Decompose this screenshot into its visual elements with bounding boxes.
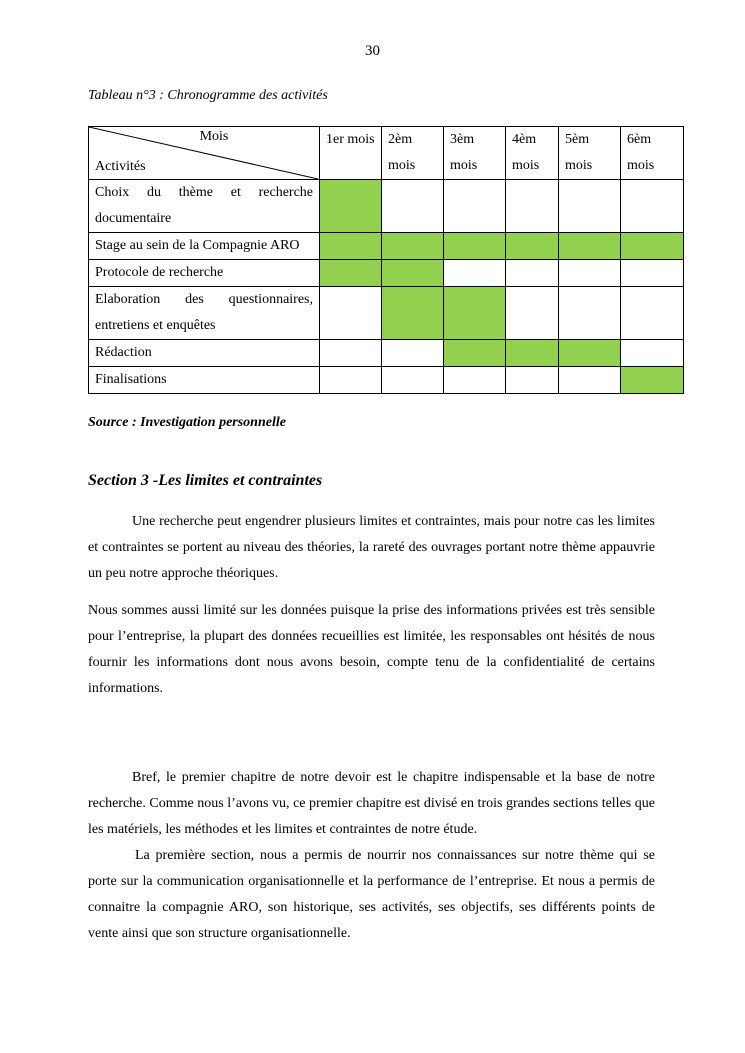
table-header-row — [89, 127, 684, 180]
schedule-cell-empty — [559, 180, 621, 233]
schedule-cell-empty — [559, 287, 621, 340]
schedule-cell-filled — [559, 233, 621, 260]
schedule-cell-empty — [621, 340, 684, 367]
table-source: Source : Investigation personnelle — [88, 415, 286, 430]
table-corner-cell — [89, 127, 320, 180]
activity-cell: Elaboration des questionnaires, entretiens et enquêtes — [89, 287, 320, 340]
activity-cell: Stage au sein de la Compagnie ARO — [89, 233, 320, 260]
paragraph: Nous sommes aussi limité sur les données puisque la prise des informations privées est très sensible pour l’entreprise, la plupart des données recueillies est limitée, les responsables ont hésités de nous fournir les informations dont nous avons besoin, compte tenu de la confidentialité de certains informations. — [88, 603, 655, 696]
table-row — [89, 233, 684, 260]
activity-cell: Choix du thème et recherche documentaire — [89, 180, 320, 233]
schedule-cell-empty — [559, 367, 621, 394]
table-row — [89, 180, 684, 233]
chronogram-table — [88, 126, 684, 394]
schedule-cell-empty — [506, 367, 559, 394]
schedule-cell-filled — [320, 180, 382, 233]
month-header: 1er mois — [320, 127, 382, 180]
schedule-cell-empty — [506, 260, 559, 287]
schedule-cell-filled — [382, 233, 444, 260]
table-row — [89, 260, 684, 287]
schedule-cell-filled — [320, 260, 382, 287]
schedule-cell-filled — [506, 340, 559, 367]
schedule-cell-empty — [506, 287, 559, 340]
schedule-cell-empty — [621, 260, 684, 287]
month-header: 4èm mois — [506, 127, 559, 180]
schedule-cell-empty — [320, 340, 382, 367]
schedule-cell-filled — [621, 367, 684, 394]
schedule-cell-filled — [382, 287, 444, 340]
paragraph: Une recherche peut engendrer plusieurs limites et contraintes, mais pour notre cas les limites et contraintes se portent au niveau des théories, la rareté des ouvrages portant notre thème appauvrie un peu notre approche théoriques. — [88, 514, 655, 581]
month-header: 5èm mois — [559, 127, 621, 180]
page-number: 30 — [365, 43, 380, 59]
activity-cell: Protocole de recherche — [89, 260, 320, 287]
schedule-cell-filled — [444, 233, 506, 260]
month-header: 3èm mois — [444, 127, 506, 180]
table-row — [89, 287, 684, 340]
schedule-cell-filled — [444, 287, 506, 340]
schedule-cell-empty — [320, 287, 382, 340]
corner-label-activites: Activités — [95, 159, 146, 174]
schedule-cell-filled — [444, 340, 506, 367]
schedule-cell-empty — [382, 367, 444, 394]
paragraph: Bref, le premier chapitre de notre devoir est le chapitre indispensable et la base de notre recherche. Comme nous l’avons vu, ce premier chapitre est divisé en trois grandes sections telles que les matériels, les méthodes et les limites et contraintes de notre étude. — [88, 770, 655, 837]
schedule-cell-empty — [320, 367, 382, 394]
schedule-cell-empty — [444, 367, 506, 394]
activity-cell: Finalisations — [89, 367, 320, 394]
schedule-cell-filled — [506, 233, 559, 260]
table-caption: Tableau n°3 : Chronogramme des activités — [88, 88, 328, 103]
schedule-cell-empty — [621, 287, 684, 340]
corner-label-mois: Mois — [199, 129, 229, 144]
schedule-cell-filled — [382, 260, 444, 287]
activity-cell: Rédaction — [89, 340, 320, 367]
schedule-cell-empty — [621, 180, 684, 233]
month-header: 6èm mois — [621, 127, 684, 180]
schedule-cell-empty — [382, 180, 444, 233]
schedule-cell-empty — [444, 260, 506, 287]
paragraph: La première section, nous a permis de nourrir nos connaissances sur notre thème qui se porte sur la communication organisationnelle et la performance de l’entreprise. Et nous a permis de connaitre la compagnie ARO, son historique, ses activités, ses objectifs, ses différents points de vente ainsi que son structure organisationnelle. — [88, 848, 655, 941]
schedule-cell-empty — [506, 180, 559, 233]
table-row — [89, 340, 684, 367]
schedule-cell-filled — [559, 340, 621, 367]
section-title: Section 3 -Les limites et contraintes — [88, 472, 323, 489]
schedule-cell-empty — [444, 180, 506, 233]
month-header: 2èm mois — [382, 127, 444, 180]
schedule-cell-empty — [382, 340, 444, 367]
schedule-cell-empty — [559, 260, 621, 287]
table-row — [89, 367, 684, 394]
schedule-cell-filled — [320, 233, 382, 260]
schedule-cell-filled — [621, 233, 684, 260]
